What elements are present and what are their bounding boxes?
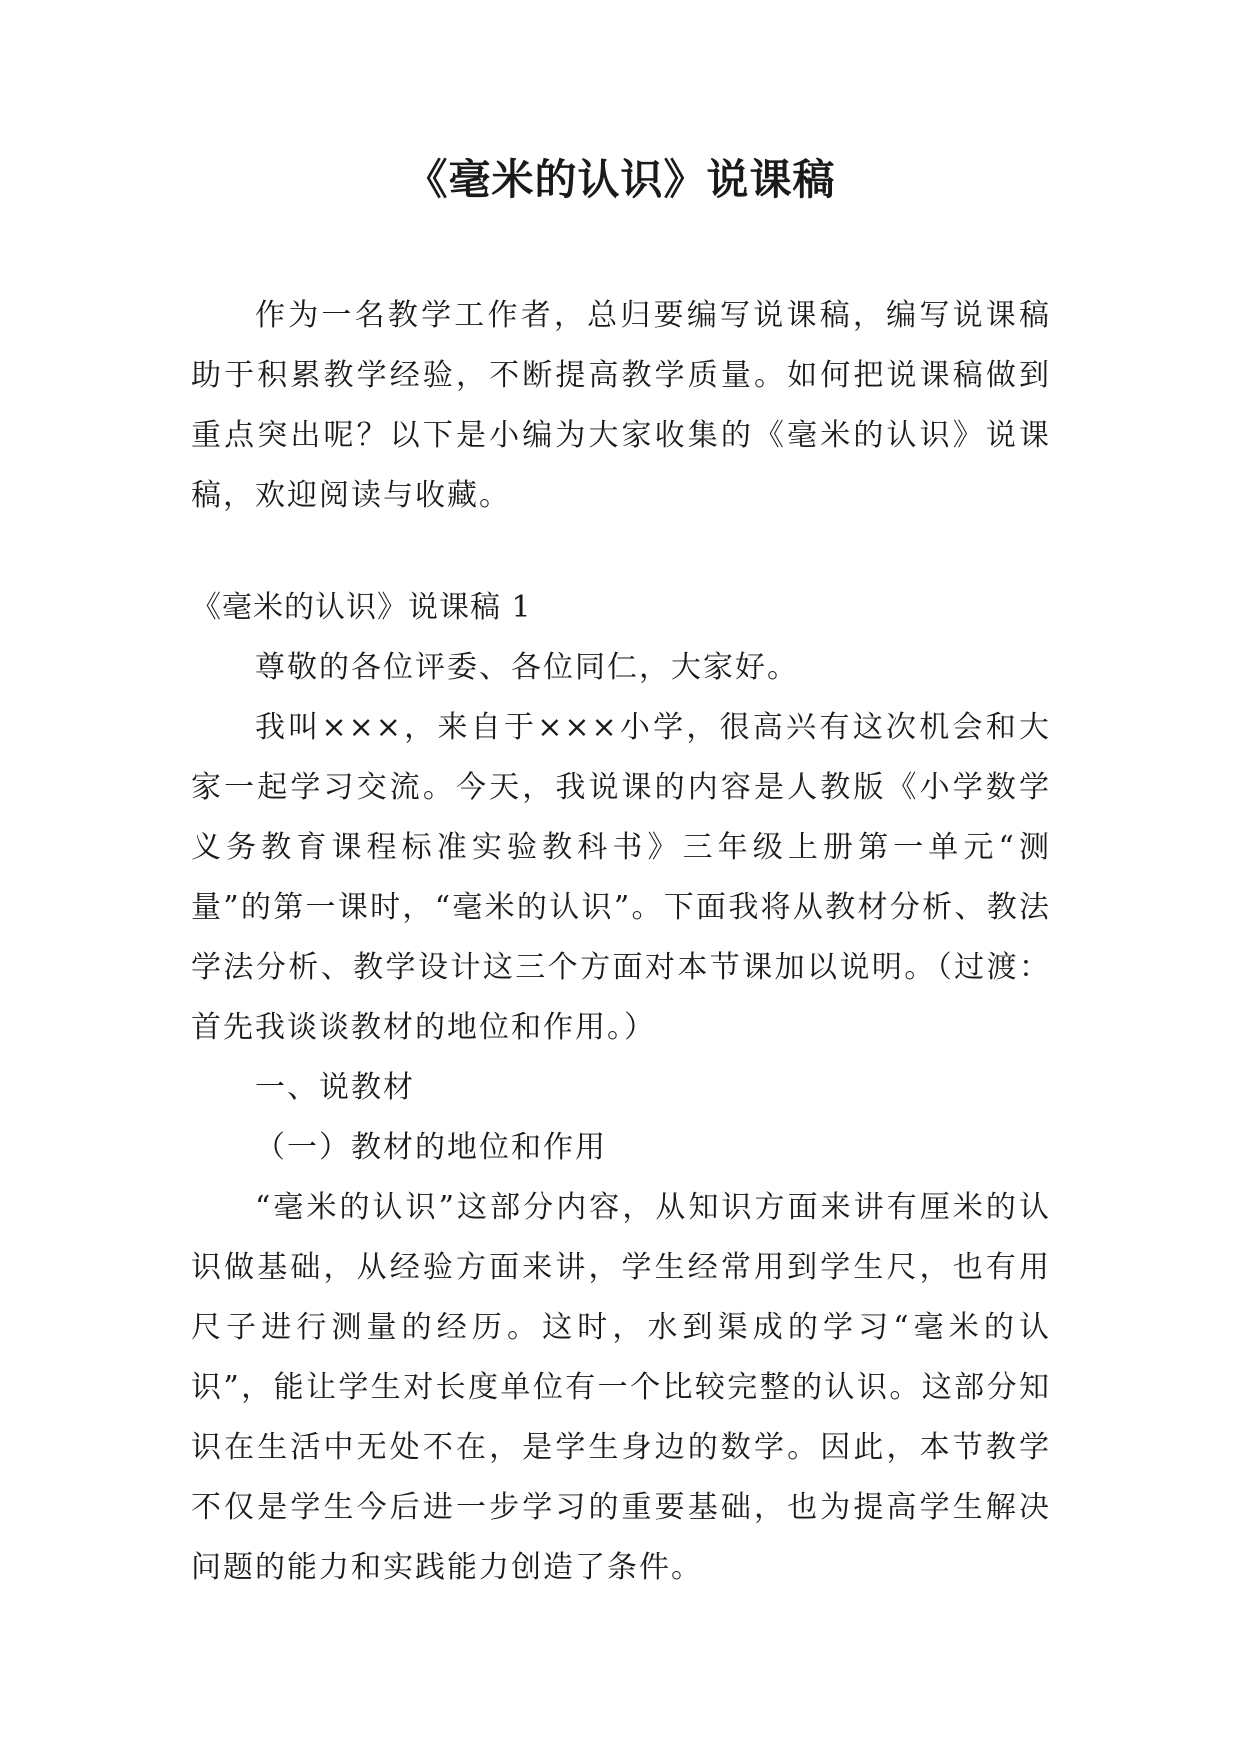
- self-intro-paragraph: 我叫×××，来自于×××小学，很高兴有这次机会和大家一起学习交流。今天，我说课的内容是人教版《小学数学义务教育课程标准实验教科书》三年级上册第一单元“测量”的第一课时，“毫米的认识”。下面我将从教材分析、教法学法分析、教学设计这三个方面对本节课加以说明。（过渡：首先我谈谈教材的地位和作用。）: [191, 710, 1051, 1045]
- greeting-paragraph: 尊敬的各位评委、各位同仁，大家好。: [255, 650, 799, 685]
- section-heading: 《毫米的认识》说课稿 1: [191, 590, 532, 625]
- material-paragraph: “毫米的认识”这部分内容，从知识方面来讲有厘米的认识做基础，从经验方面来讲，学生经常用到学生尺，也有用尺子进行测量的经历。这时，水到渠成的学习“毫米的认识”，能让学生对长度单位有一个比较完整的认识。这部分知识在生活中无处不在，是学生身边的数学。因此，本节教学不仅是学生今后进一步学习的重要基础，也为提高学生解决问题的能力和实践能力创造了条件。: [191, 1190, 1051, 1585]
- document-title: 《毫米的认识》说课稿: [405, 155, 836, 204]
- heading-level-2: （一）教材的地位和作用: [255, 1130, 607, 1165]
- heading-level-1: 一、说教材: [255, 1070, 415, 1105]
- intro-paragraph: 作为一名教学工作者，总归要编写说课稿，编写说课稿助于积累教学经验，不断提高教学质量。如何把说课稿做到重点突出呢？以下是小编为大家收集的《毫米的认识》说课稿，欢迎阅读与收藏。: [191, 298, 1051, 513]
